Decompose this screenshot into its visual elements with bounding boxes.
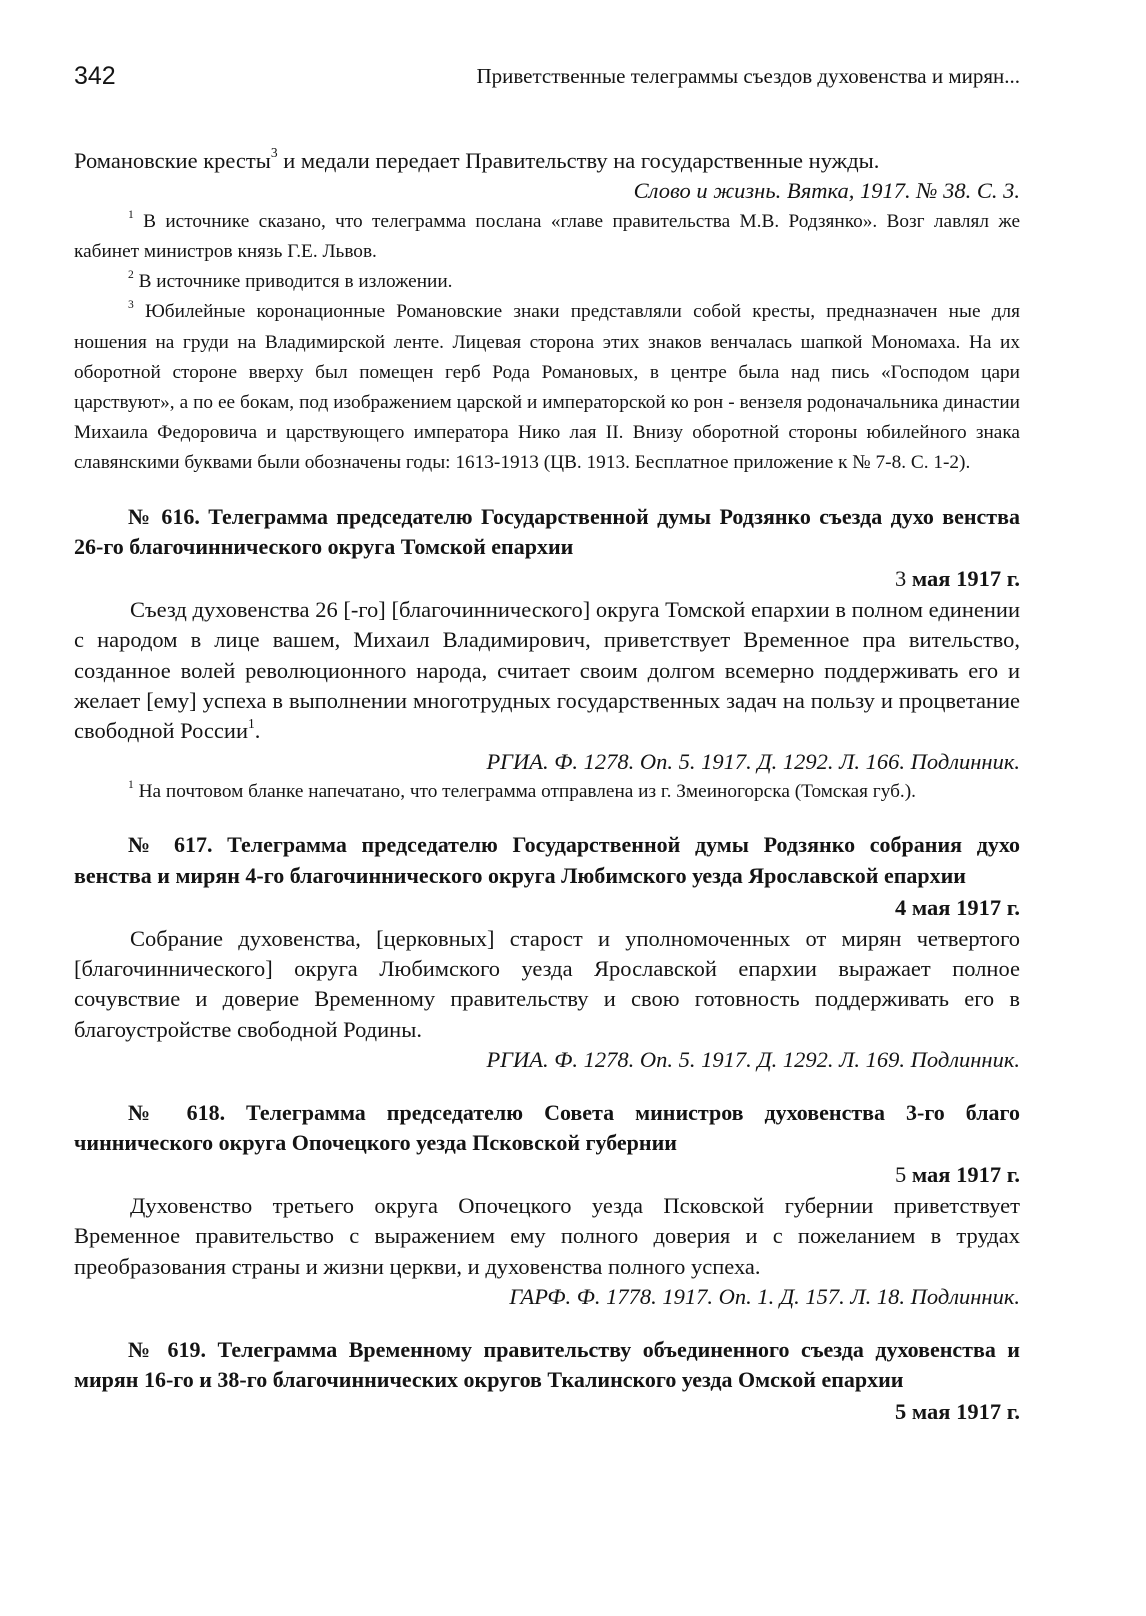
- doc617-date: 4 мая 1917 г.: [894, 894, 1020, 920]
- intro-footnote-3: $^3$ Юбилейные коронационные Романовские знаки представляли собой кресты, предназначен ные для ношения на груди на Владимирской ленте. Лицевая сторона этих знаков венчалась шапкой Мономаха. На их оборотной стороне вверху был помещен герб Рода Романовых, в центре была над пись «Господом цари царствуют», а по ее бокам, под изображением царской и императорской ко рон - вензеля родоначальника династии Михаила Федоровича и царствующего императора Нико лая II. Внизу оборотной стороны юбилейного знака славянскими буквами были обозначены годы: 1613-1913 (ЦВ. 1913. Бесплатное приложение к № 7-8. С. 1-2).: [74, 298, 1020, 474]
- intro-source: Слово и жизнь. Вятка, 1917. № 38. С. 3.: [633, 178, 1020, 204]
- document-618: [74, 1098, 1020, 1313]
- doc617-source: РГИА. Ф. 1278. Оп. 5. 1917. Д. 1292. Л. 169. Подлинник.: [486, 1047, 1020, 1073]
- intro-footnote-1: $^1$ В источнике сказано, что телеграмма послана «главе правительства М.В. Родзянко». Возг лавлял же кабинет министров князь Г.Е. Львов.: [74, 207, 1020, 263]
- doc619-heading: № 619. Телеграмма Временному правительству объединенного съезда духовенства и мирян 16-го и 38-го благочиннических округов Ткалинского уезда Омской епархии: [74, 1336, 1020, 1393]
- doc618-date: 5 мая 1917 г.: [894, 1161, 1020, 1187]
- page-body: [74, 146, 1020, 1428]
- running-title: Приветственные телеграммы съездов духовенства и мирян...: [476, 64, 1020, 88]
- doc618-heading: № 618. Телеграмма председателю Совета министров духовенства 3-го благо чиннического округа Опочецкого уезда Псковской губернии: [74, 1099, 1020, 1156]
- doc616-source: РГИА. Ф. 1278. Оп. 5. 1917. Д. 1292. Л. 166. Подлинник.: [486, 748, 1020, 774]
- doc616-heading: № 616. Телеграмма председателю Государственной думы Родзянко съезда духо венства 26-го благочиннического округа Томской епархии: [74, 503, 1020, 560]
- document-616: [74, 502, 1020, 808]
- doc618-source: ГАРФ. Ф. 1778. 1917. Оп. 1. Д. 157. Л. 18. Подлинник.: [509, 1284, 1020, 1310]
- doc617-heading: № 617. Телеграмма председателю Государственной думы Родзянко собрания духо венства и мирян 4-го благочиннического округа Любимского уезда Ярославской епархии: [74, 832, 1020, 889]
- doc617-text: Собрание духовенства, [церковных] старост и уполномоченных от мирян четвертого [благочиннического] округа Любимского уезда Ярославской епархии выражает полное сочувствие и доверие Временному правительству и свою готовность поддерживать его в благоустройстве свободной Родины.: [74, 925, 1020, 1042]
- document-617: [74, 830, 1020, 1075]
- doc616-date: 3 мая 1917 г.: [894, 565, 1020, 591]
- document-619: [74, 1335, 1020, 1428]
- doc619-date: 5 мая 1917 г.: [894, 1398, 1020, 1424]
- doc616-footnote: $^1$ На почтовом бланке напечатано, что телеграмма отправлена из г. Змеиногорска (Томская губ.).: [128, 778, 916, 803]
- intro-paragraph: Романовские кресты$^3$ и медали передает Правительству на государственные нужды.: [74, 145, 880, 173]
- page-header: [74, 62, 1020, 96]
- page-number: 342: [74, 62, 116, 90]
- intro-footnote-2: $^2$ В источнике приводится в изложении.: [128, 268, 453, 293]
- doc616-text: Съезд духовенства 26 [-го] [благочиннического] округа Томской епархии в полном единении с народом в лице вашем, Михаил Владимирович, приветствует Временное пра вительство, созданное волей революционного народа, считает своим долгом всемерно поддерживать его и желает [ему] успеха в выполнении многотрудных государственных задач на пользу и процветание свободной России$^1$.: [74, 596, 1020, 744]
- doc618-text: Духовенство третьего округа Опочецкого уезда Псковской губернии приветствует Временное правительство с выражением ему полного доверия и с пожеланием в трудах преобразования страны и жизни церкви, и духовенства полного успеха.: [74, 1192, 1020, 1279]
